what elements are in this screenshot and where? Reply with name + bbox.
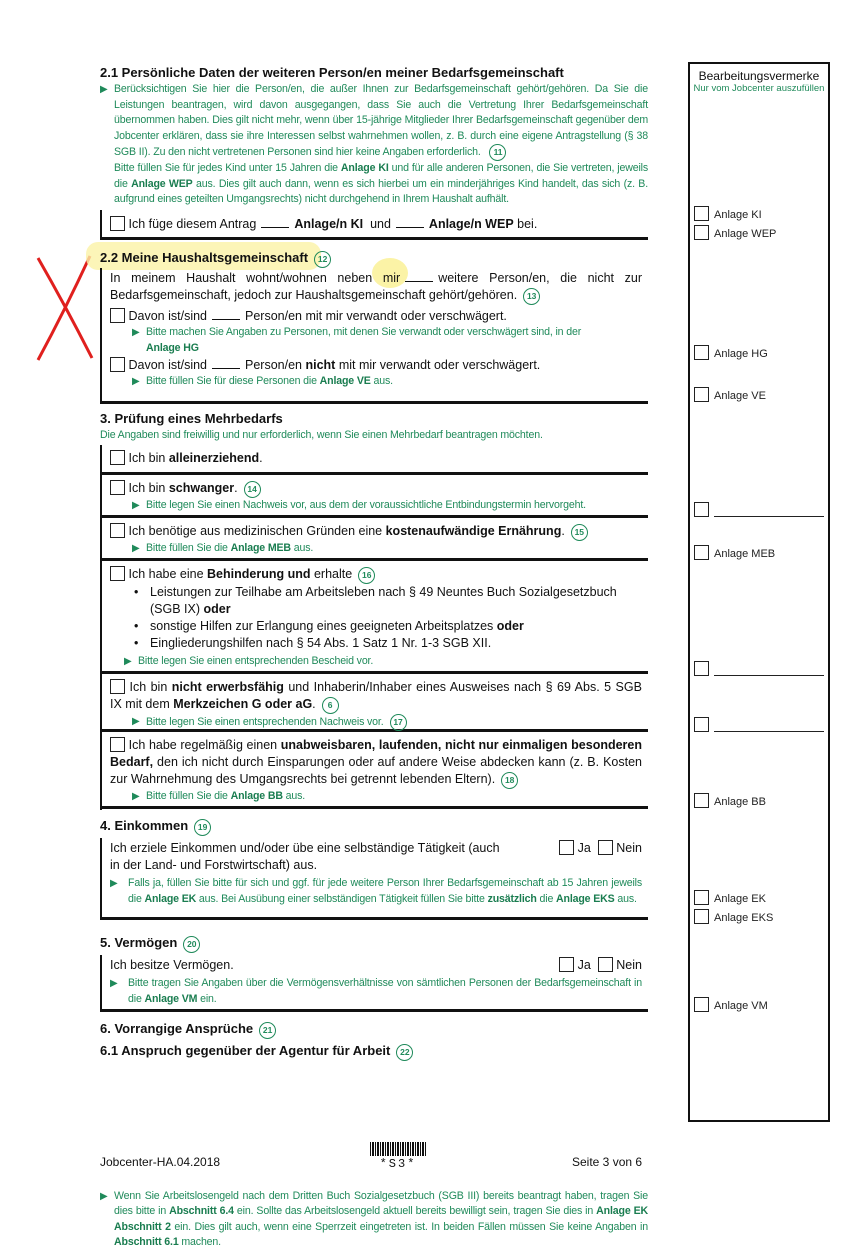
income-no-checkbox[interactable] (598, 840, 613, 855)
note-number: 11 (489, 144, 506, 161)
attachments-row: Ich füge diesem Antrag Anlage/n KI und Anlage/n WEP bei. (100, 210, 648, 240)
erwerbsfaehig-checkbox[interactable] (110, 679, 125, 694)
side-item-anlage-vm: Anlage VM (694, 997, 768, 1012)
barcode-text: *S3* (379, 1157, 417, 1171)
ernaehrung-checkbox[interactable] (110, 523, 125, 538)
behinderung-checkbox[interactable] (110, 566, 125, 581)
related-count-field[interactable] (212, 319, 240, 320)
side-item-anlage-meb: Anlage MEB (694, 545, 775, 560)
besonderer-bedarf-checkbox[interactable] (110, 737, 125, 752)
arrow-icon: ▶ (100, 84, 108, 95)
blank-line-field[interactable] (714, 675, 824, 676)
row-alleinerziehend: Ich bin alleinerziehend. (102, 445, 648, 475)
page-number: Seite 3 von 6 (572, 1155, 643, 1169)
blank-line-field[interactable] (714, 516, 824, 517)
section-6-title: 6. Vorrangige Ansprüche 21 (100, 1021, 276, 1039)
section-3-subtitle: Die Angaben sind freiwillig und nur erforderlich, wenn Sie einen Mehrbedarf beantragen möchten. (100, 429, 543, 441)
section-6-1-hint: ▶ Wenn Sie Arbeitslosengeld nach dem Dritten Buch Sozialgesetzbuch (SGB III) bereits beantragt haben, tragen Sie dies bitte in Abschnitt 6.4 ein. Sollte das Arbeitslosengeld aktuell bereits bewilligt sein, tragen Sie dies in Anlage EK Abschnitt 2 ein. Dies gilt auch, wenn eine Sperrzeit eingetreten ist. In beiden Fällen müssen Sie keine Angaben in Abschnitt 6.1 machen. (100, 1189, 649, 1248)
section-2-1-hint: ▶ Berücksichtigen Sie hier die Person/en, die außer Ihnen zur Bedarfsgemeinschaft gehört/gehören. Da Sie die Leistungen beantragen, wird davon ausgegangen, dass Sie auch die Vertretung Ihrer Bedarfsgemeinschaft übernommen haben. Dies gilt nicht mehr, wenn über 15-jährige Mitglieder Ihrer Bedarfsgemeinschaft gegenüber dem Jobcenter erklären, dass sie ihre Interessen selbst wahrnehmen wollen, z. B. durch eine eigene Antragstellung (§ 38 SGB II). Zu den nicht vertretenen Personen sind hier keine Angaben erforderlich. 11 Bitte füllen Sie für jedes Kind unter 15 Jahren die Anlage KI und für alle anderen Personen, die Sie vertreten, jeweils die Anlage WEP aus. Dies gilt auch dann, wenn es sich hierbei um ein minderjähriges Kind handelt, das sich (z. B. aufgrund eines geteilten Umgangsrechts) nicht durchgehend in Ihrem Haushalt aufhält. (100, 83, 649, 205)
side-item-anlage-wep: Anlage WEP (694, 225, 776, 240)
household-count-field[interactable] (405, 281, 433, 282)
row-erwerbsfaehig: Ich bin nicht erwerbsfähig und Inhaberin/Inhaber eines Ausweises nach § 69 Abs. 5 SGB IX mit dem Merkzeichen G oder aG. 6 ▶ Bitte legen Sie einen entsprechenden Nachweis vor. 17 (102, 674, 648, 732)
attach-checkbox[interactable] (110, 216, 125, 231)
section-2-2-title: 2.2 Meine Haushaltsgemeinschaft 12 (100, 250, 331, 268)
side-item-anlage-eks: Anlage EKS (694, 909, 773, 924)
form-id: Jobcenter-HA.04.2018 (100, 1155, 221, 1169)
barcode (370, 1142, 426, 1156)
section-2-1-title: 2.1 Persönliche Daten der weiteren Person/en meiner Bedarfsgemeinschaft (100, 65, 564, 80)
side-item-anlage-ek: Anlage EK (694, 890, 766, 905)
row-ernaehrung: Ich benötige aus medizinischen Gründen eine kostenaufwändige Ernährung. 15 ▶ Bitte füllen Sie die Anlage MEB aus. (102, 518, 648, 561)
processing-notes-panel (688, 62, 830, 1122)
row-besonderer-bedarf: Ich habe regelmäßig einen unabweisbaren, laufenden, nicht nur einmaligen besonderen Bedarf, den ich nicht durch Einsparungen oder auf andere Weise abdecken kann (z. B. Kosten zur Wahrnehmung des Umgangsrechts bei getrennt lebenden Eltern). 18 ▶ Bitte füllen Sie die Anlage BB aus. (102, 732, 648, 809)
income-yes-checkbox[interactable] (559, 840, 574, 855)
section-6-1-title: 6.1 Anspruch gegenüber der Agentur für Arbeit 22 (100, 1043, 413, 1061)
unrelated-checkbox[interactable] (110, 357, 125, 372)
row-schwanger: Ich bin schwanger. 14 ▶ Bitte legen Sie einen Nachweis vor, aus dem der voraussichtliche Entbindungstermin hervorgeht. (102, 475, 648, 518)
count-wep-field[interactable] (396, 227, 424, 228)
side-item-blank (694, 661, 824, 676)
household-box: In meinem Haushalt wohnt/wohnen neben mir weitere Person/en, die nicht zur Bedarfsgemeinschaft, jedoch zur Haushaltsgemeinschaft gehört/gehören. 13 Davon ist/sind Person/en mit mir verwandt oder verschwägert. ▶ Bitte machen Sie Angaben zu Personen, mit denen Sie verwandt oder verschwägert sind, in der Anlage HG Davon ist/sind Person/en nicht mit mir verwandt oder verschwägert. ▶ Bitte füllen Sie für diese Personen die Anlage VE aus. (100, 268, 648, 404)
panel-title: Bearbeitungsvermerke (698, 69, 820, 83)
mehrbedarf-list (100, 445, 648, 810)
side-item-anlage-ve: Anlage VE (694, 387, 766, 402)
panel-subtitle: Nur vom Jobcenter auszufüllen (693, 83, 825, 94)
side-item-blank (694, 502, 824, 517)
schwanger-checkbox[interactable] (110, 480, 125, 495)
assets-no-checkbox[interactable] (598, 957, 613, 972)
section-3-title: 3. Prüfung eines Mehrbedarfs (100, 411, 283, 426)
income-box: Ich erziele Einkommen und/oder übe eine selbständige Tätigkeit (auch in der Land- und Forstwirtschaft) aus. Ja Nein ▶ Falls ja, füllen Sie bitte für sich und ggf. für jede weitere Person Ihrer Bedarfsgemeinschaft ab 15 Jahren jeweils die Anlage EK aus. Bei Ausübung einer selbständigen Tätigkeit füllen Sie bitte zusätzlich die Anlage EKS aus. (100, 838, 648, 920)
section-4-title: 4. Einkommen 19 (100, 818, 211, 836)
unrelated-count-field[interactable] (212, 368, 240, 369)
section-5-title: 5. Vermögen 20 (100, 935, 200, 953)
side-item-anlage-bb: Anlage BB (694, 793, 766, 808)
side-item-blank (694, 717, 824, 732)
assets-box: Ich besitze Vermögen. Ja Nein ▶ Bitte tragen Sie Angaben über die Vermögensverhältnisse von sämtlichen Personen der Bedarfsgemeinschaft in die Anlage VM ein. (100, 955, 648, 1012)
assets-yes-checkbox[interactable] (559, 957, 574, 972)
blank-line-field[interactable] (714, 731, 824, 732)
count-ki-field[interactable] (261, 227, 289, 228)
alleinerziehend-checkbox[interactable] (110, 450, 125, 465)
side-item-anlage-ki: Anlage KI (694, 206, 762, 221)
row-behinderung: Ich habe eine Behinderung und erhalte 16 • Leistungen zur Teilhabe am Arbeitsleben nach § 49 Neuntes Buch Sozialgesetzbuch (SGB IX) oder • sonstige Hilfen zur Erlangung eines geeigneten Arbeitsplatzes oder • Eingliederungshilfen nach § 54 Abs. 1 Satz 1 Nr. 1-3 SGB XII. ▶ Bitte legen Sie einen entsprechenden Bescheid vor. (102, 561, 648, 674)
side-item-anlage-hg: Anlage HG (694, 345, 768, 360)
related-checkbox[interactable] (110, 308, 125, 323)
